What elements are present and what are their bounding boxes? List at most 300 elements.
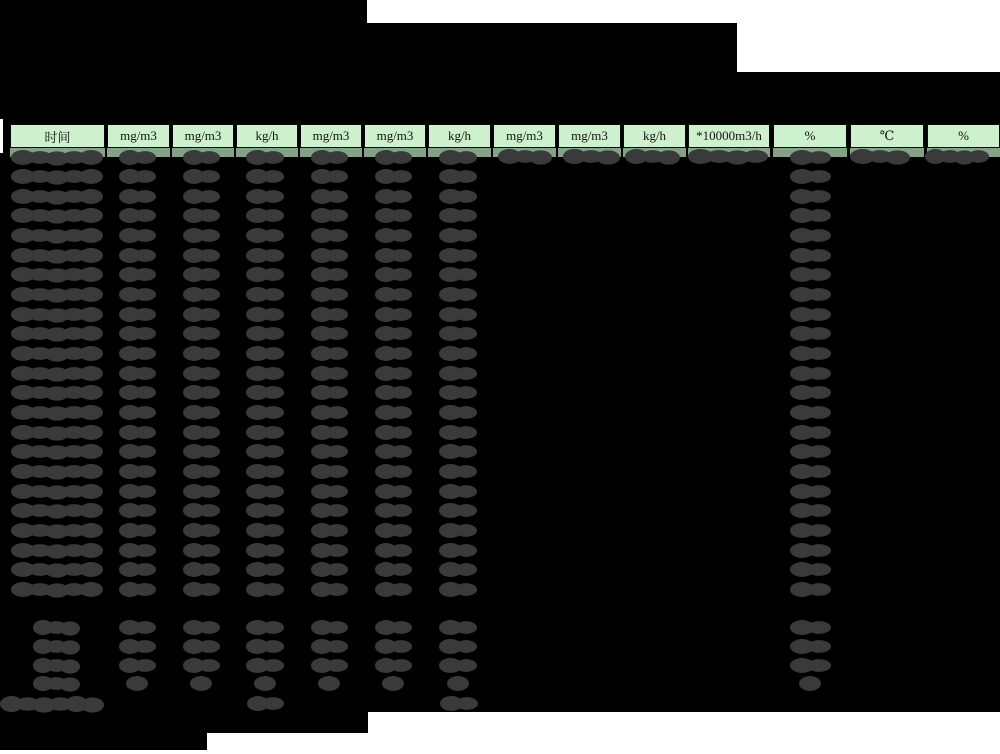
redaction-lump xyxy=(529,150,552,164)
redacted-value xyxy=(375,484,412,499)
redacted-value xyxy=(246,543,284,558)
redaction-lump xyxy=(326,308,348,321)
redacted-value xyxy=(925,149,989,164)
redaction-lump xyxy=(390,426,412,439)
header-label: mg/m3 xyxy=(120,128,157,143)
redaction-lump xyxy=(455,406,478,419)
redacted-value xyxy=(119,405,156,420)
redacted-value xyxy=(790,543,831,558)
redacted-value xyxy=(375,150,412,165)
redaction-lump xyxy=(390,151,412,164)
redaction-lump xyxy=(62,308,86,321)
redaction-lump xyxy=(134,544,156,557)
redaction-lump xyxy=(455,367,478,380)
redaction-lump xyxy=(62,288,86,301)
redacted-timestamp xyxy=(11,346,103,361)
redaction-lump xyxy=(198,446,220,459)
redacted-summary-label xyxy=(33,639,80,654)
redaction-lump xyxy=(455,544,478,557)
redacted-value xyxy=(790,405,831,420)
redacted-value xyxy=(183,582,220,597)
redaction-lump xyxy=(198,640,220,653)
redacted-value xyxy=(375,405,412,420)
redacted-value xyxy=(439,385,477,400)
redaction-lump xyxy=(455,426,478,439)
redacted-value xyxy=(119,582,156,597)
redaction-lump xyxy=(326,190,348,203)
redaction-lump xyxy=(455,659,478,672)
redaction-lump xyxy=(885,150,910,164)
redaction-lump xyxy=(596,150,620,164)
redacted-value xyxy=(790,444,831,459)
redaction-lump xyxy=(262,621,285,634)
redaction-lump xyxy=(262,210,285,223)
redaction-lump xyxy=(447,676,469,691)
redaction-lump xyxy=(807,465,831,478)
redacted-value xyxy=(439,366,477,381)
redacted-value xyxy=(183,287,220,302)
redacted-value xyxy=(311,562,348,577)
header-cell xyxy=(172,124,234,148)
redaction-lump xyxy=(390,659,412,672)
redacted-value xyxy=(183,307,220,322)
redacted-value xyxy=(439,582,477,597)
redacted-value xyxy=(439,150,477,165)
redacted-value xyxy=(246,582,284,597)
redacted-value xyxy=(790,385,831,400)
redaction-lump xyxy=(198,659,220,672)
redaction-lump xyxy=(49,697,72,711)
redacted-value xyxy=(119,248,156,263)
redacted-value xyxy=(375,658,412,673)
redaction-lump xyxy=(134,328,156,341)
redaction-lump xyxy=(326,659,348,672)
header-cell xyxy=(107,124,170,148)
redacted-value xyxy=(439,562,477,577)
redaction-lump xyxy=(807,426,831,439)
redacted-value xyxy=(119,543,156,558)
redaction-lump xyxy=(382,676,404,691)
redaction-lump xyxy=(60,678,80,692)
redacted-value xyxy=(254,676,276,691)
redaction-lump xyxy=(262,308,285,321)
redacted-value xyxy=(119,346,156,361)
redaction-lump xyxy=(390,563,412,576)
redaction-lump xyxy=(807,640,831,653)
redacted-value xyxy=(246,385,284,400)
redaction-lump xyxy=(390,269,412,282)
redaction-lump xyxy=(807,485,831,498)
redaction-lump xyxy=(326,170,348,183)
redaction-lump xyxy=(390,640,412,653)
redaction-lump xyxy=(326,210,348,223)
redaction-lump xyxy=(198,387,220,400)
header-label: mg/m3 xyxy=(376,128,414,143)
redacted-timestamp xyxy=(11,169,103,184)
redacted-value xyxy=(183,425,220,440)
redacted-value xyxy=(439,639,477,654)
redacted-value xyxy=(375,208,412,223)
redacted-timestamp xyxy=(11,503,103,518)
redacted-value xyxy=(790,208,831,223)
redacted-value xyxy=(183,169,220,184)
redaction-lump xyxy=(262,544,285,557)
redaction-lump xyxy=(198,367,220,380)
redacted-timestamp xyxy=(11,385,103,400)
redacted-value xyxy=(311,425,348,440)
redacted-value xyxy=(375,425,412,440)
redaction-lump xyxy=(134,426,156,439)
redaction-lump xyxy=(455,505,478,518)
redacted-value xyxy=(375,169,412,184)
page-edge-sliver xyxy=(0,119,3,153)
redaction-lump xyxy=(262,269,285,282)
redaction-lump xyxy=(455,485,478,498)
redaction-lump xyxy=(455,210,478,223)
header-label: % xyxy=(958,128,969,143)
redacted-value xyxy=(311,228,348,243)
redaction-lump xyxy=(134,640,156,653)
redaction-lump xyxy=(326,229,348,242)
redacted-value xyxy=(246,346,284,361)
redaction-block-top-left xyxy=(0,0,367,125)
redacted-value xyxy=(246,169,284,184)
redacted-value xyxy=(790,620,831,635)
redacted-value xyxy=(790,189,831,204)
redaction-lump xyxy=(807,269,831,282)
redaction-lump xyxy=(807,151,831,164)
redaction-lump xyxy=(455,308,478,321)
redaction-lump xyxy=(807,505,831,518)
redacted-value xyxy=(790,582,831,597)
redaction-lump xyxy=(134,659,156,672)
redacted-value xyxy=(439,543,477,558)
redaction-lump xyxy=(134,621,156,634)
redaction-lump xyxy=(62,465,86,478)
redaction-lump xyxy=(390,387,412,400)
redacted-value xyxy=(311,582,348,597)
redacted-timestamp xyxy=(11,287,103,302)
redacted-value xyxy=(246,620,284,635)
redaction-lump xyxy=(190,676,212,691)
redacted-value xyxy=(375,248,412,263)
redacted-value xyxy=(439,287,477,302)
redacted-value xyxy=(439,444,477,459)
header-label: mg/m3 xyxy=(506,128,543,143)
header-cell xyxy=(850,124,924,148)
redacted-value xyxy=(183,228,220,243)
redacted-value xyxy=(439,523,477,538)
redaction-lump xyxy=(198,621,220,634)
redacted-value xyxy=(498,149,552,164)
redaction-lump xyxy=(807,210,831,223)
redacted-timestamp xyxy=(11,228,103,243)
redaction-lump xyxy=(968,150,989,163)
redacted-value xyxy=(119,620,156,635)
redaction-lump xyxy=(326,505,348,518)
redaction-lump xyxy=(807,249,831,262)
redacted-value xyxy=(246,425,284,440)
redaction-lump xyxy=(455,387,478,400)
redacted-summary-label xyxy=(33,620,80,635)
redaction-lump xyxy=(807,229,831,242)
redacted-value xyxy=(190,676,212,691)
redaction-lump xyxy=(807,583,831,596)
header-label: mg/m3 xyxy=(184,128,222,143)
redacted-value xyxy=(311,307,348,322)
redaction-lump xyxy=(198,210,220,223)
redacted-timestamp xyxy=(11,582,103,597)
redaction-lump xyxy=(81,697,104,712)
redaction-lump xyxy=(807,524,831,537)
redacted-value xyxy=(375,326,412,341)
redaction-lump xyxy=(390,229,412,242)
redacted-value xyxy=(790,248,831,263)
redaction-lump xyxy=(62,249,86,262)
header-cell xyxy=(493,124,556,148)
redaction-lump xyxy=(62,151,86,164)
header-cell xyxy=(300,124,362,148)
redacted-value xyxy=(119,267,156,282)
redacted-value xyxy=(311,189,348,204)
redaction-lump xyxy=(62,583,86,596)
redacted-value xyxy=(311,543,348,558)
redaction-lump xyxy=(326,544,348,557)
redaction-lump xyxy=(455,583,478,596)
redacted-value xyxy=(119,464,156,479)
redacted-value xyxy=(790,639,831,654)
redacted-value xyxy=(246,444,284,459)
redaction-lump xyxy=(455,446,478,459)
redaction-lump xyxy=(326,367,348,380)
header-cell xyxy=(10,124,105,148)
redacted-timestamp xyxy=(11,307,103,322)
redaction-lump xyxy=(455,465,478,478)
redaction-lump xyxy=(807,190,831,203)
redaction-lump xyxy=(134,288,156,301)
redacted-value xyxy=(439,658,477,673)
header-cell xyxy=(428,124,491,148)
redacted-value xyxy=(119,639,156,654)
redacted-timestamp xyxy=(11,267,103,282)
redacted-summary-label xyxy=(33,658,80,673)
redacted-value xyxy=(790,658,831,673)
redacted-timestamp xyxy=(11,150,103,165)
redaction-lump xyxy=(326,465,348,478)
redacted-value xyxy=(790,169,831,184)
redaction-lump xyxy=(318,676,340,691)
redaction-lump xyxy=(254,676,276,691)
redacted-value xyxy=(375,307,412,322)
redaction-lump xyxy=(134,465,156,478)
redacted-value xyxy=(183,267,220,282)
header-cell xyxy=(773,124,847,148)
redaction-lump xyxy=(198,229,220,242)
redacted-value xyxy=(439,189,477,204)
redaction-lump xyxy=(198,308,220,321)
redacted-value xyxy=(375,385,412,400)
redaction-lump xyxy=(326,151,348,164)
redacted-value xyxy=(311,346,348,361)
redacted-value xyxy=(439,464,477,479)
redaction-lump xyxy=(455,563,478,576)
redaction-lump xyxy=(62,367,86,380)
redaction-lump xyxy=(198,170,220,183)
redaction-lump xyxy=(262,465,285,478)
redacted-value xyxy=(119,228,156,243)
redaction-lump xyxy=(134,505,156,518)
header-cell xyxy=(688,124,770,148)
redaction-lump xyxy=(262,640,285,653)
redacted-value xyxy=(119,425,156,440)
redaction-lump xyxy=(262,505,285,518)
redaction-lump xyxy=(326,640,348,653)
redaction-lump xyxy=(134,249,156,262)
redaction-lump xyxy=(134,524,156,537)
redacted-value xyxy=(183,523,220,538)
redaction-lump xyxy=(262,229,285,242)
redacted-value xyxy=(440,696,478,711)
redacted-value xyxy=(246,326,284,341)
redaction-lump xyxy=(262,406,285,419)
redacted-value xyxy=(183,464,220,479)
redaction-block-bottom-mid xyxy=(0,712,368,733)
redaction-lump xyxy=(198,544,220,557)
redaction-lump xyxy=(326,269,348,282)
redaction-lump xyxy=(807,544,831,557)
redacted-value xyxy=(375,639,412,654)
redacted-timestamp xyxy=(11,326,103,341)
redaction-lump xyxy=(134,151,156,164)
header-label: 时间 xyxy=(44,129,71,145)
redacted-value xyxy=(119,307,156,322)
redaction-lump xyxy=(134,210,156,223)
redacted-value xyxy=(119,150,156,165)
redacted-timestamp xyxy=(11,464,103,479)
redaction-lump xyxy=(134,583,156,596)
redaction-lump xyxy=(455,347,478,360)
redaction-lump xyxy=(455,640,478,653)
redaction-lump xyxy=(134,406,156,419)
redacted-value xyxy=(439,346,477,361)
redacted-value xyxy=(311,523,348,538)
redacted-value xyxy=(246,658,284,673)
redaction-lump xyxy=(390,583,412,596)
redacted-value xyxy=(375,523,412,538)
redaction-lump xyxy=(198,583,220,596)
redaction-lump xyxy=(390,347,412,360)
redacted-value xyxy=(311,620,348,635)
redaction-lump xyxy=(126,676,148,691)
redaction-lump xyxy=(198,347,220,360)
redaction-lump xyxy=(390,505,412,518)
redacted-value xyxy=(183,346,220,361)
redacted-timestamp xyxy=(11,248,103,263)
redaction-lump xyxy=(198,151,220,164)
redacted-value xyxy=(790,346,831,361)
redacted-value xyxy=(183,620,220,635)
redaction-lump xyxy=(198,269,220,282)
redaction-lump xyxy=(262,249,285,262)
redacted-value xyxy=(246,503,284,518)
redaction-lump xyxy=(455,170,478,183)
redacted-timestamp xyxy=(11,425,103,440)
redacted-value xyxy=(183,385,220,400)
redacted-value xyxy=(799,676,821,691)
redaction-lump xyxy=(262,524,285,537)
redaction-lump xyxy=(262,659,285,672)
redaction-lump xyxy=(62,347,86,360)
redacted-value xyxy=(375,444,412,459)
redaction-lump xyxy=(326,583,348,596)
redaction-lump xyxy=(262,190,285,203)
redacted-value xyxy=(119,287,156,302)
redaction-lump xyxy=(807,406,831,419)
redacted-value xyxy=(119,169,156,184)
redaction-block-top-right xyxy=(737,72,1000,125)
redacted-timestamp xyxy=(11,523,103,538)
redaction-lump xyxy=(390,249,412,262)
redaction-lump xyxy=(390,524,412,537)
redacted-value xyxy=(119,208,156,223)
redacted-value xyxy=(439,208,477,223)
header-label: kg/h xyxy=(255,128,279,143)
redaction-lump xyxy=(455,269,478,282)
redaction-lump xyxy=(198,524,220,537)
redacted-value xyxy=(311,503,348,518)
redacted-value xyxy=(311,464,348,479)
redaction-lump xyxy=(390,406,412,419)
redacted-value xyxy=(119,444,156,459)
redacted-value xyxy=(790,228,831,243)
redacted-value xyxy=(183,503,220,518)
redaction-lump xyxy=(807,367,831,380)
redaction-lump xyxy=(134,446,156,459)
redacted-value xyxy=(119,503,156,518)
redaction-lump xyxy=(198,406,220,419)
redaction-lump xyxy=(262,387,285,400)
redacted-value xyxy=(625,149,680,164)
redacted-timestamp xyxy=(11,444,103,459)
redacted-value xyxy=(439,405,477,420)
redaction-block-top-middle xyxy=(367,23,737,125)
redaction-lump xyxy=(455,190,478,203)
redaction-lump xyxy=(326,387,348,400)
redaction-lump xyxy=(198,485,220,498)
redacted-value xyxy=(375,366,412,381)
redacted-value xyxy=(246,267,284,282)
redaction-lump xyxy=(326,328,348,341)
redacted-value xyxy=(382,676,404,691)
redaction-lump xyxy=(799,676,821,691)
redacted-value xyxy=(850,149,910,164)
header-cell xyxy=(558,124,621,148)
redaction-lump xyxy=(262,170,285,183)
redacted-value xyxy=(311,169,348,184)
redacted-value xyxy=(246,366,284,381)
redaction-lump xyxy=(807,288,831,301)
redacted-value xyxy=(790,326,831,341)
redaction-lump xyxy=(807,563,831,576)
redaction-lump xyxy=(390,308,412,321)
redaction-lump xyxy=(134,347,156,360)
redacted-value xyxy=(790,523,831,538)
redacted-value xyxy=(790,464,831,479)
redaction-lump xyxy=(326,406,348,419)
redaction-lump xyxy=(198,426,220,439)
header-cell xyxy=(623,124,686,148)
redaction-lump xyxy=(134,485,156,498)
